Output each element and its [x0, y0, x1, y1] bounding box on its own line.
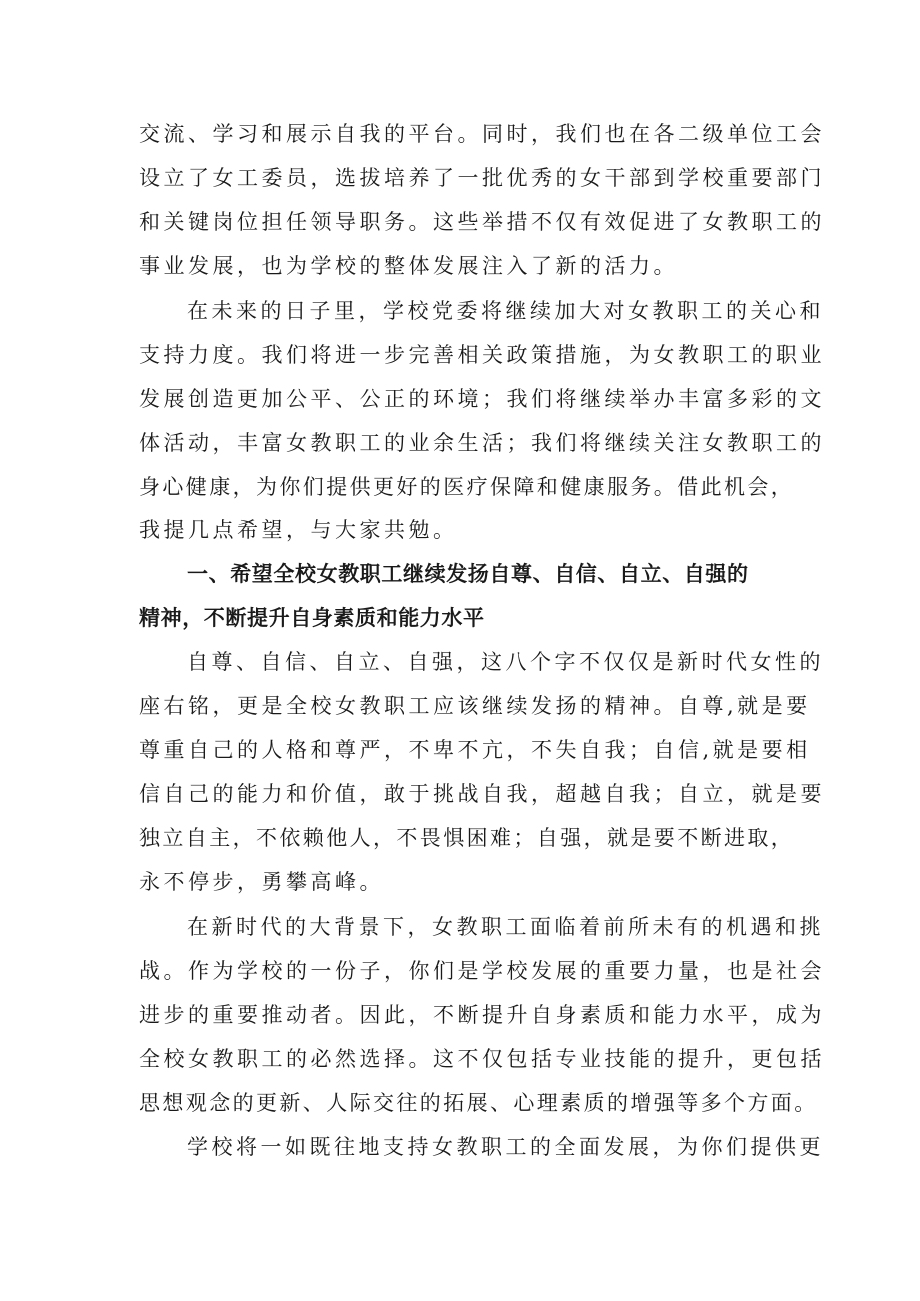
paragraph-line: 尊重自己的人格和尊严，不卑不亢，不失自我；自信,就是要相: [139, 738, 811, 762]
paragraph-line: 我提几点希望，与大家共勉。: [139, 518, 458, 542]
paragraph-line: 体活动，丰富女教职工的业余生活；我们将继续关注女教职工的: [139, 431, 825, 455]
paragraph-line: 发展创造更加公平、公正的环境；我们将继续举办丰富多彩的文: [139, 387, 825, 411]
paragraph-line: 学校将一如既往地支持女教职工的全面发展，为你们提供更: [187, 1135, 824, 1159]
paragraph-line: 在新时代的大背景下，女教职工面临着前所未有的机遇和挑: [187, 915, 824, 939]
paragraph-line: 信自己的能力和价值，敢于挑战自我，超越自我；自立，就是要: [139, 782, 825, 806]
paragraph-line: 设立了女工委员，选拔培养了一批优秀的女干部到学校重要部门: [139, 166, 825, 190]
section-heading: 精神，不断提升自身素质和能力水平: [139, 606, 485, 630]
paragraph-line: 座右铭，更是全校女教职工应该继续发扬的精神。自尊,就是要: [139, 694, 811, 718]
paragraph-line: 独立自主，不依赖他人，不畏惧困难；自强，就是要不断进取，: [139, 826, 795, 850]
paragraph-line: 全校女教职工的必然选择。这不仅包括专业技能的提升，更包括: [139, 1047, 825, 1071]
paragraph-line: 战。作为学校的一份子，你们是学校发展的重要力量，也是社会: [139, 959, 825, 983]
paragraph-line: 自尊、自信、自立、自强，这八个字不仅仅是新时代女性的: [187, 650, 824, 674]
paragraph-line: 在未来的日子里，学校党委将继续加大对女教职工的关心和: [187, 299, 824, 323]
paragraph-line: 思想观念的更新、人际交往的拓展、心理素质的增强等多个方面。: [139, 1091, 818, 1115]
paragraph-line: 和关键岗位担任领导职务。这些举措不仅有效促进了女教职工的: [139, 210, 825, 234]
paragraph-line: 事业发展，也为学校的整体发展注入了新的活力。: [139, 254, 678, 278]
paragraph-line: 进步的重要推动者。因此，不断提升自身素质和能力水平，成为: [139, 1003, 825, 1027]
paragraph-line: 交流、学习和展示自我的平台。同时，我们也在各二级单位工会: [139, 122, 825, 146]
paragraph-line: 永不停步，勇攀高峰。: [139, 870, 384, 894]
section-heading: 一、希望全校女教职工继续发扬自尊、自信、自立、自强的: [187, 562, 749, 586]
paragraph-line: 身心健康，为你们提供更好的医疗保障和健康服务。借此机会，: [139, 475, 795, 499]
paragraph-line: 支持力度。我们将进一步完善相关政策措施，为女教职工的职业: [139, 343, 825, 367]
